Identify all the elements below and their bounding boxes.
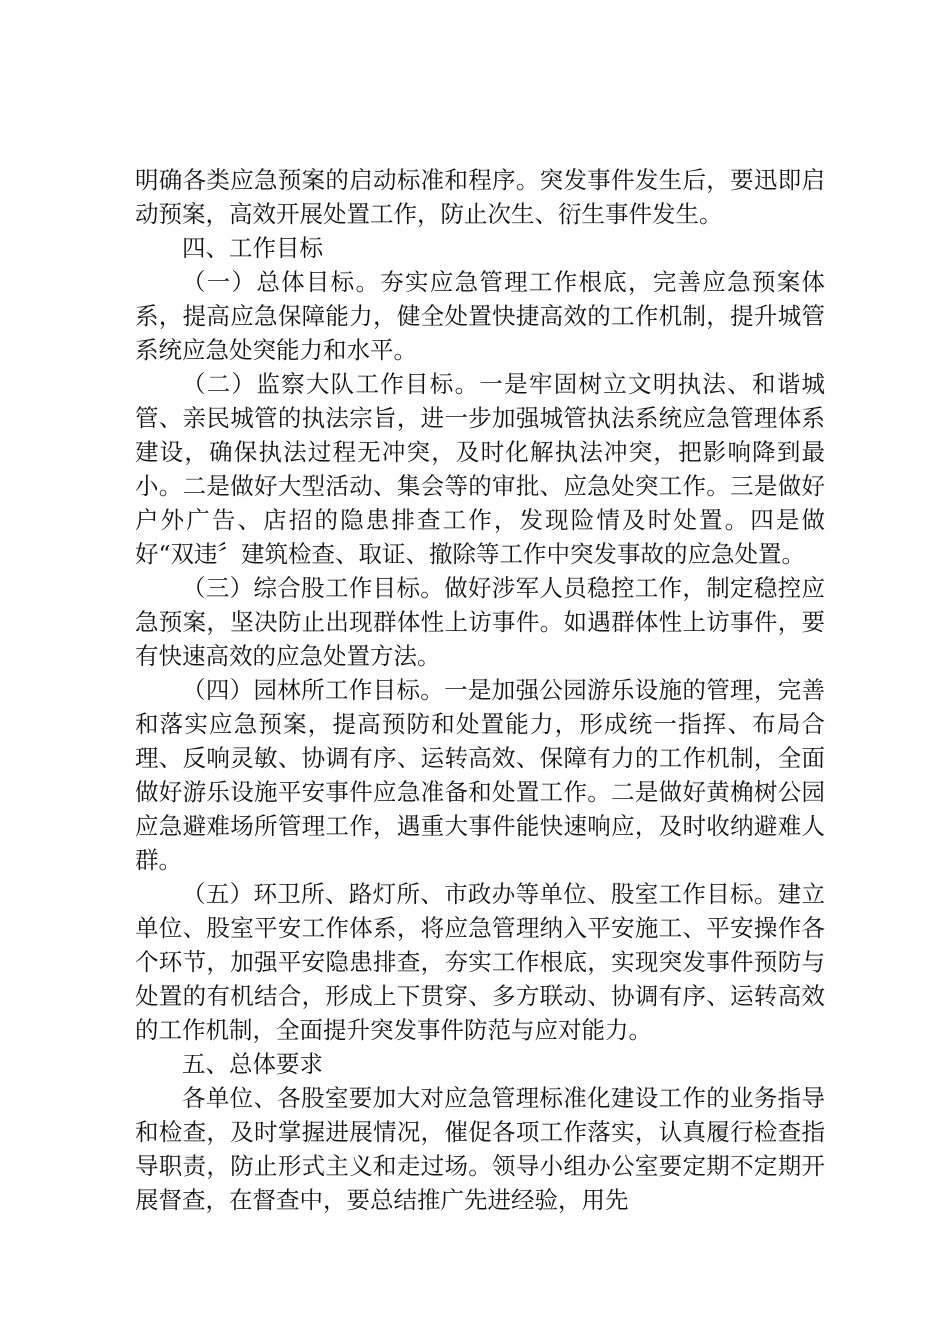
section-heading-goals: 四、工作目标: [182, 234, 323, 262]
paragraph-general-section-goal: （三）综合股工作目标。做好涉军人员稳控工作，制定稳控应急预案，坚决防止出现群体性上访事件。如遇群体性上访事件，要有快速高效的应急处置方法。: [135, 574, 825, 670]
paragraph-landscaping-goal: （四）园林所工作目标。一是加强公园游乐设施的管理，完善和落实应急预案，提高预防和处置能力，形成统一指挥、布局合理、反响灵敏、协调有序、运转高效、保障有力的工作机制，全面做好游乐设施平安事件应急准备和处置工作。二是做好黄桷树公园应急避难场所管理工作，遇重大事件能快速响应，及时收纳避难人群。: [135, 676, 825, 874]
paragraph-continuation: 明确各类应急预案的启动标准和程序。突发事件发生后，要迅即启动预案，高效开展处置工作，防止次生、衍生事件发生。: [135, 166, 825, 228]
document-body: [135, 163, 825, 1217]
section-heading-requirements: 五、总体要求: [182, 1050, 323, 1078]
paragraph-sanitation-goal: （五）环卫所、路灯所、市政办等单位、股室工作目标。建立单位、股室平安工作体系，将应急管理纳入平安施工、平安操作各个环节，加强平安隐患排查，夯实工作根底，实现突发事件预防与处置的有机结合，形成上下贯穿、多方联动、协调有序、运转高效的工作机制，全面提升突发事件防范与应对能力。: [135, 880, 825, 1044]
paragraph-inspection-brigade-goal: （二）监察大队工作目标。一是牢固树立文明执法、和谐城管、亲民城管的执法宗旨，进一步加强城管执法系统应急管理体系建设，确保执法过程无冲突，及时化解执法冲突，把影响降到最小。二是做好大型活动、集会等的审批、应急处突工作。三是做好户外广告、店招的隐患排查工作，发现险情及时处置。四是做好“双违〞建筑检查、取证、撤除等工作中突发事故的应急处置。: [135, 370, 825, 568]
paragraph-requirements: 各单位、各股室要加大对应急管理标准化建设工作的业务指导和检查，及时掌握进展情况，催促各项工作落实，认真履行检查指导职责，防止形式主义和走过场。领导小组办公室要定期不定期开展督查，在督查中，要总结推广先进经验，用先: [135, 1084, 825, 1214]
paragraph-overall-goal: （一）总体目标。夯实应急管理工作根底，完善应急预案体系，提高应急保障能力，健全处置快捷高效的工作机制，提升城管系统应急处突能力和水平。: [135, 268, 825, 364]
